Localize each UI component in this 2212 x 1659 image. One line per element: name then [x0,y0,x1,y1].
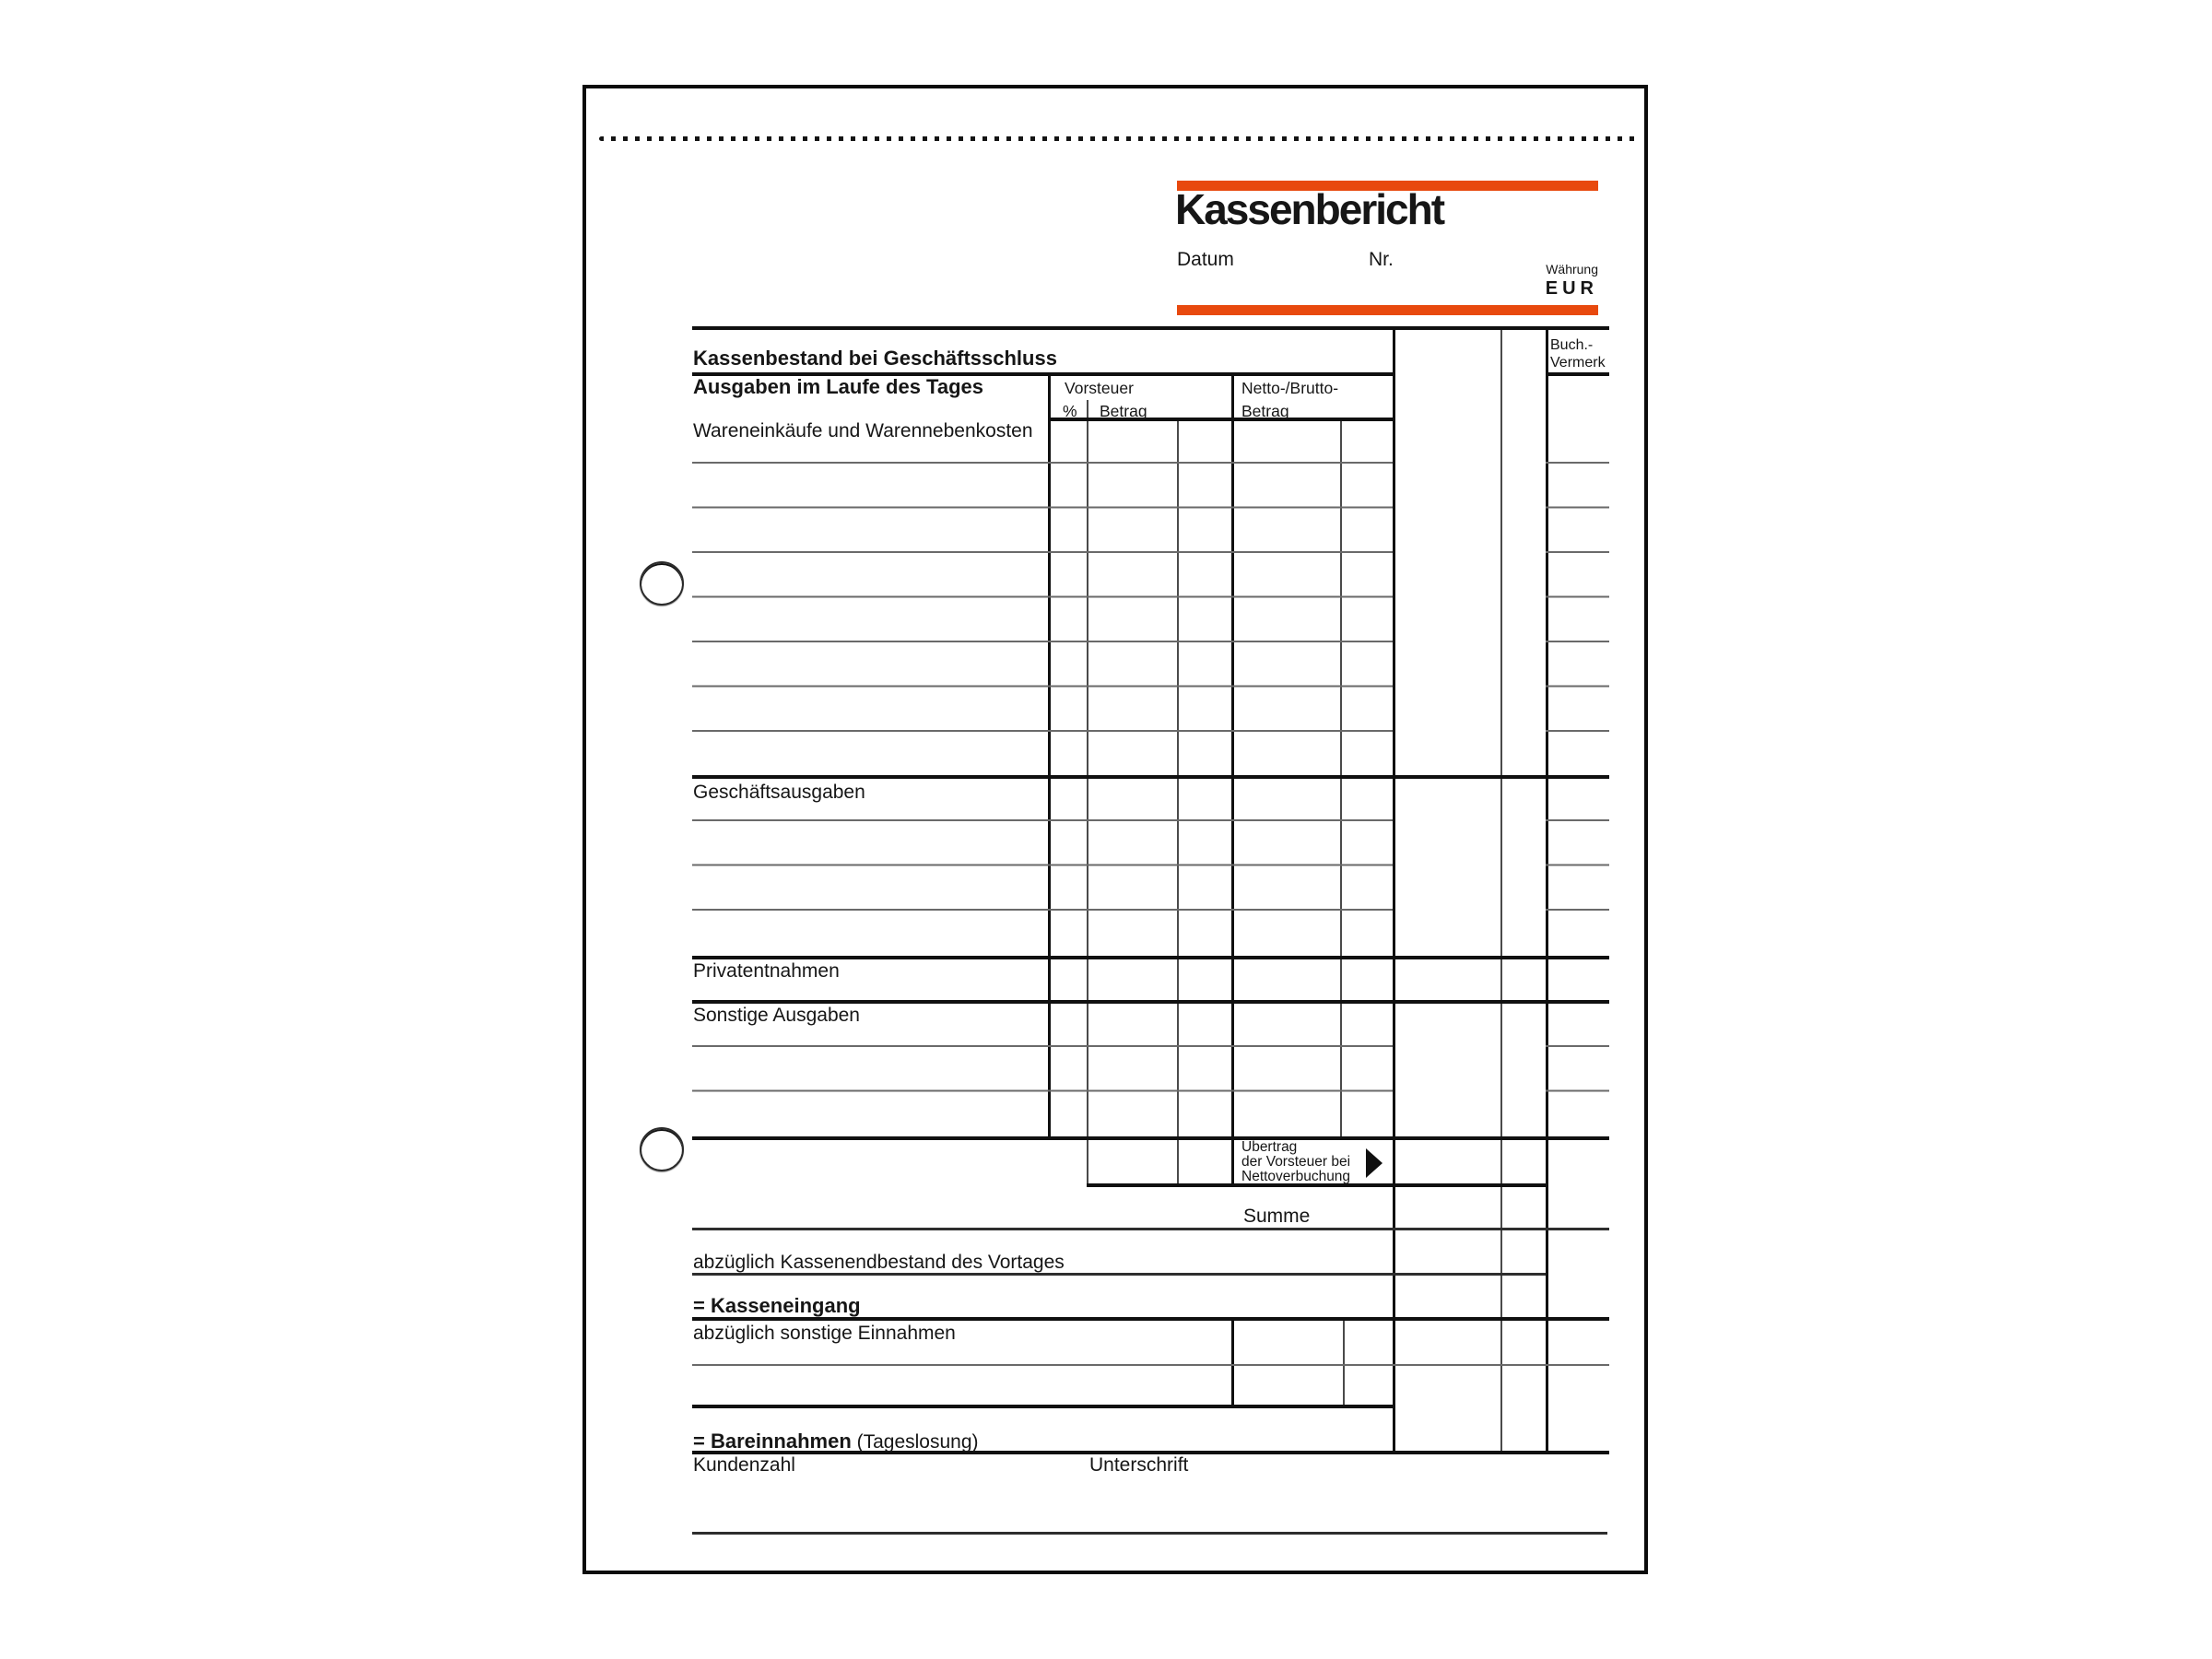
kasseneingang-label: = Kasseneingang [693,1294,861,1317]
row-lines-geschaeftsausgaben-vermerk [1546,819,1609,912]
netto-brutto-header-line1: Netto-/Brutto- [1241,379,1339,397]
rule-table-top [692,326,1609,330]
signature-line [692,1532,1607,1535]
vorsteuer-betrag-header: Betrag [1100,402,1147,420]
form-title: Kassenbericht [1175,185,1444,233]
section-geschaeftsausgaben-label: Geschäftsausgaben [693,782,865,803]
rule-summe-bottom [692,1228,1609,1230]
punch-hole-bottom [640,1127,684,1171]
row-lines-geschaeftsausgaben [692,819,1393,912]
datum-label: Datum [1177,249,1234,270]
unterschrift-label: Unterschrift [1089,1454,1189,1476]
uebertrag-note-line1: Übertrag [1241,1139,1298,1155]
row-lines-wareneinkaeufe-vermerk [1546,462,1609,735]
rule-col-einnahmen-left [1231,1317,1234,1405]
uebertrag-arrow-icon [1366,1148,1382,1178]
uebertrag-note [1241,1140,1350,1184]
vorsteuer-percent-header: % [1063,402,1077,420]
row-lines-sonstige-ausgaben [692,1045,1393,1093]
section-wareneinkaeufe-label: Wareneinkäufe und Warennebenkosten [693,420,1033,441]
form-sheet [582,85,1648,1574]
currency-code: EUR [1545,278,1598,299]
ausgaben-label: Ausgaben im Laufe des Tages [693,375,984,398]
vorsteuer-group-header: Vorsteuer [1065,379,1134,397]
abzueglich-kassenendbestand-label: abzüglich Kassenendbestand des Vortages [693,1252,1065,1273]
currency-caption: Währung [1546,262,1598,276]
row-lines-wareneinkaeufe [692,462,1393,735]
uebertrag-note-line2: der Vorsteuer bei [1241,1153,1351,1170]
buchvermerk-header-line1: Buch.- [1550,337,1594,353]
netto-brutto-header-line2: Betrag [1241,402,1289,420]
kassenbestand-label: Kassenbestand bei Geschäftsschluss [693,347,1057,370]
buchvermerk-header-line2: Vermerk [1550,354,1606,371]
rule-sonstige-ausgaben-top [692,1000,1609,1004]
rule-col-eur-cents [1500,328,1502,1451]
buchvermerk-header [1550,337,1611,371]
row-lines-sonstige-ausgaben-vermerk [1546,1045,1609,1093]
rule-einnahmen-row-divider [692,1364,1609,1366]
rule-ausgaben-bottom [692,1136,1609,1140]
nr-label: Nr. [1369,249,1394,270]
bareinnahmen-label [693,1430,979,1453]
rule-col-eur-left [1393,328,1395,1451]
section-privatentnahmen-label: Privatentnahmen [693,960,840,982]
rule-privatentnahmen-top [692,956,1609,959]
rule-geschaeftsausgaben-top [692,775,1609,779]
bareinnahmen-label-bold: = Bareinnahmen [693,1430,852,1453]
rule-col-einnahmen-cents [1343,1317,1345,1405]
summe-label: Summe [1243,1206,1311,1227]
bareinnahmen-label-normal: (Tageslosung) [851,1431,979,1453]
rule-kasseneingang-bottom [692,1317,1609,1321]
currency-block [1414,262,1598,300]
perforation-dotted-line [599,136,1639,141]
punch-hole-top [640,561,684,606]
kundenzahl-label: Kundenzahl [693,1454,795,1476]
rule-buchvermerk-header-bottom [1546,372,1609,376]
section-sonstige-ausgaben-label: Sonstige Ausgaben [693,1005,860,1026]
uebertrag-note-line3: Nettoverbuchung [1241,1168,1351,1184]
rule-einnahmen-bottom [692,1405,1393,1408]
accent-bar-bottom [1177,305,1598,315]
abzueglich-sonstige-einnahmen-label: abzüglich sonstige Einnahmen [693,1323,956,1344]
